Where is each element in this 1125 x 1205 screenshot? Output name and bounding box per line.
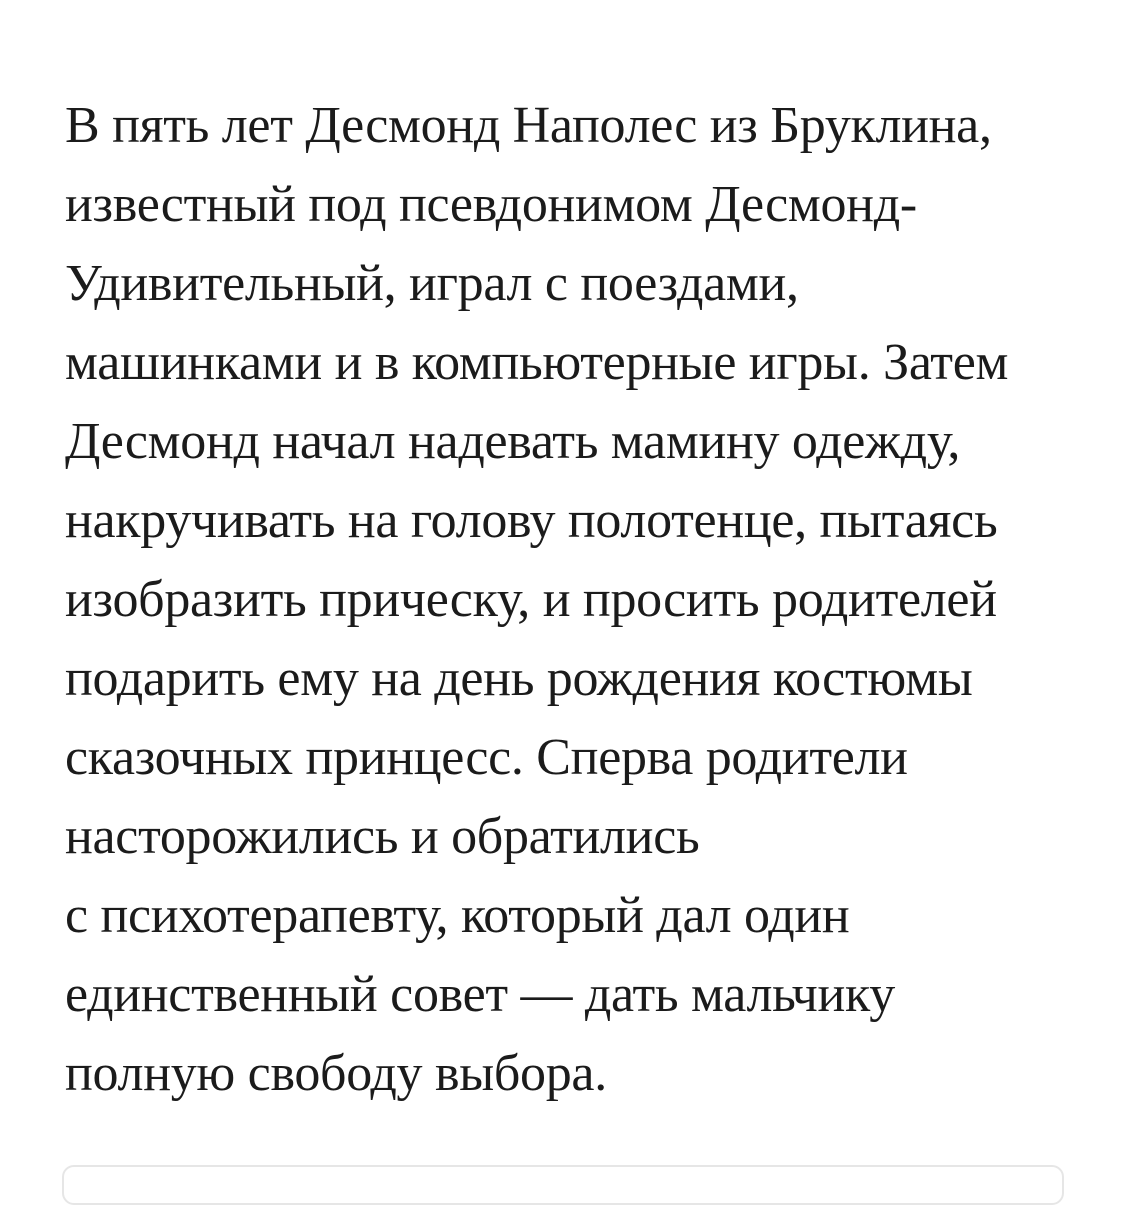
paragraph-line: машинками и в компьютерные игры. Затем [65, 334, 1009, 391]
paragraph-line: сказочных принцесс. Сперва родители [65, 729, 908, 786]
paragraph-line: с психотерапевту, который дал один [65, 887, 850, 944]
paragraph-line: полную свободу выбора. [65, 1045, 607, 1102]
paragraph-line: насторожились и обратились [65, 808, 700, 865]
paragraph-line: подарить ему на день рождения костюмы [65, 650, 973, 707]
paragraph-line: Удивительный, играл с поездами, [65, 255, 799, 312]
paragraph-line: Десмонд начал надевать мамину одежду, [65, 413, 961, 470]
paragraph-line: накручивать на голову полотенце, пытаясь [65, 492, 998, 549]
paragraph-line: изобразить прическу, и просить родителей [65, 571, 997, 628]
next-block-edge [62, 1165, 1064, 1205]
paragraph-line: известный под псевдонимом Десмонд- [65, 176, 917, 233]
paragraph-line: В пять лет Десмонд Наполес из Бруклина, [65, 97, 992, 154]
paragraph-line: единственный совет — дать мальчику [65, 966, 895, 1023]
article-paragraph [65, 86, 1065, 1113]
